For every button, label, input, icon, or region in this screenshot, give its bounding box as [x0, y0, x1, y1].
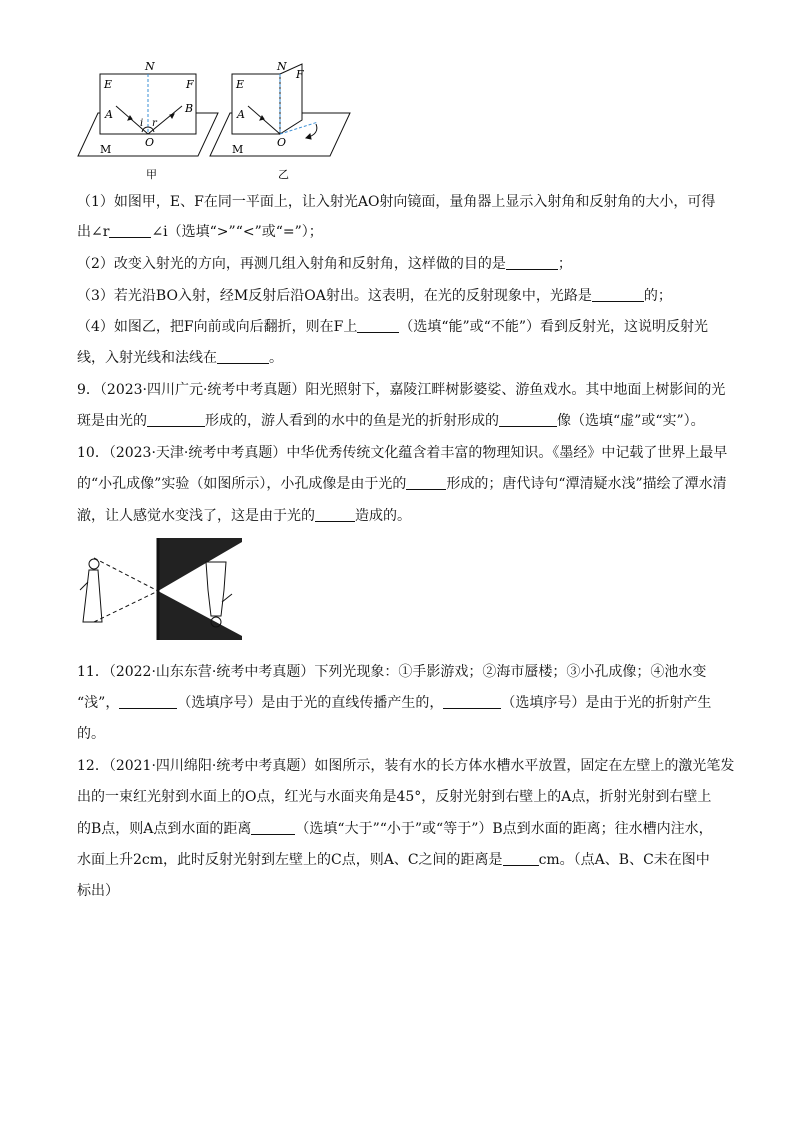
- fold-arrowhead-yi: [306, 134, 311, 139]
- label-e-jia: E: [104, 78, 113, 91]
- answer-blank[interactable]: [406, 475, 446, 490]
- q9-line1: 9．（2023·四川广元·统考中考真题）阳光照射下，嘉陵江畔树影婆娑、游鱼戏水。其中地面上树影间的光: [77, 382, 726, 398]
- q8-part1-line1: （1）如图甲，E、F在同一平面上，让入射光AO射向镜面，量角器上显示入射角和反射角的大小，可得: [77, 194, 716, 210]
- answer-blank[interactable]: [499, 412, 557, 427]
- label-n-yi: N: [277, 60, 287, 73]
- caption-jia: 甲: [146, 168, 157, 181]
- q12-line3: 的B点，则A点到水面的距离 （选填“大于”“小于”或“等于”）B点到水面的距离；往水槽内注水，: [77, 821, 713, 837]
- q8-part3: （3）若光沿BO入射，经M反射后沿OA射出。这表明，在光的反射现象中，光路是 的；: [77, 288, 672, 304]
- label-m-jia: M: [100, 143, 112, 156]
- q10-line2: 的“小孔成像”实验（如图所示），小孔成像是由于光的 形成的；唐代诗句“潭清疑水浅”描绘了潭水清: [77, 476, 727, 492]
- answer-blank[interactable]: [443, 694, 501, 709]
- q10-line3: 澈，让人感觉水变浅了，这是由于光的 造成的。: [77, 508, 411, 524]
- q10-line1: 10．（2023·天津·统考中考真题）中华优秀传统文化蕴含着丰富的物理知识。《墨经》中记载了世界上最早: [77, 445, 728, 461]
- label-i-jia: i: [140, 118, 144, 129]
- pinhole-imaging-figure: [76, 536, 246, 642]
- q12-line4: 水面上升2cm，此时反射光射到左壁上的C点，则A、C之间的距离是 cm。（点A、B、C未在图中: [77, 852, 710, 868]
- q8-part1-line2: 出∠r ∠i（选填“>”“<”或“=”）；: [77, 224, 323, 240]
- answer-blank[interactable]: [506, 255, 558, 270]
- q8-part4-line1: （4）如图乙，把F向前或向后翻折，则在F上 （选填“能”或“不能”）看到反射光，这说明反射光: [77, 319, 708, 335]
- upright-person-icon: [80, 559, 102, 622]
- q11-line3: 的。: [77, 726, 105, 742]
- answer-blank[interactable]: [251, 820, 295, 835]
- ray-top: [94, 558, 158, 591]
- label-o-jia: O: [145, 136, 155, 149]
- q12-line1: 12．（2021·四川绵阳·统考中考真题）如图所示，装有水的长方体水槽水平放置，固定在左壁上的激光笔发: [77, 758, 735, 774]
- q9-line2: 斑是由光的 形成的，游人看到的水中的鱼是光的折射形成的 像（选填“虚”或“实”）。: [77, 413, 705, 429]
- caption-yi: 乙: [278, 168, 289, 181]
- answer-blank[interactable]: [315, 507, 355, 522]
- label-a-yi: A: [237, 108, 245, 121]
- label-r-jia: r: [152, 118, 157, 129]
- label-f-jia: F: [186, 78, 194, 91]
- q11-line1: 11．（2022·山东东营·统考中考真题）下列光现象：①手影游戏；②海市蜃楼；③小孔成像；④池水变: [77, 664, 707, 680]
- q8-part4-line2: 线，入射光线和法线在 。: [77, 350, 283, 366]
- label-m-yi: M: [232, 143, 244, 156]
- answer-blank[interactable]: [147, 412, 205, 427]
- q11-line2: “浅”， （选填序号）是由于光的直线传播产生的， （选填序号）是由于光的折射产生: [77, 695, 712, 711]
- q12-line5: 标出）: [77, 883, 119, 899]
- label-o-yi: O: [277, 136, 287, 149]
- label-a-jia: A: [105, 108, 113, 121]
- answer-blank[interactable]: [503, 851, 539, 866]
- answer-blank[interactable]: [592, 287, 644, 302]
- label-n-jia: N: [145, 60, 155, 73]
- reflection-experiment-figure: [70, 58, 360, 186]
- label-e-yi: E: [236, 78, 245, 91]
- answer-blank[interactable]: [357, 318, 399, 333]
- label-b-jia: B: [185, 102, 194, 115]
- answer-blank[interactable]: [109, 223, 151, 238]
- ray-bottom: [94, 591, 158, 622]
- q12-line2: 出的一束红光射到水面上的O点，红光与水面夹角是45°，反射光射到右壁上的A点，折射光射到右壁上: [77, 789, 712, 805]
- label-f-yi: F: [296, 68, 304, 81]
- answer-blank[interactable]: [119, 694, 177, 709]
- q8-part2: （2）改变入射光的方向，再测几组入射角和反射角，这样做的目的是 ；: [77, 256, 572, 272]
- answer-blank[interactable]: [217, 349, 269, 364]
